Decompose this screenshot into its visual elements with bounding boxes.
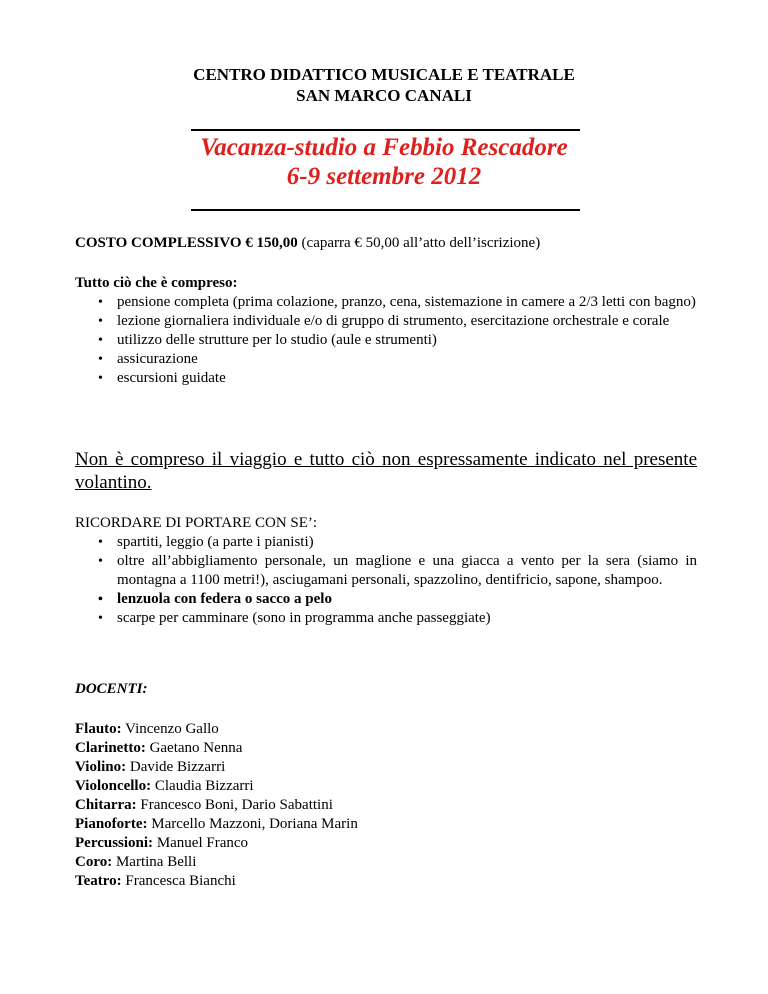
list-item: • lezione giornaliera individuale e/o di gruppo di strumento, esercitazione orchestrale e corale xyxy=(75,312,697,331)
teacher-row xyxy=(75,739,695,758)
reminder-heading: RICORDARE DI PORTARE CON SE’: xyxy=(75,515,318,531)
reminder-list xyxy=(75,533,697,628)
included-list xyxy=(75,293,697,388)
event-title: Vacanza-studio a Febbio Rescadore xyxy=(200,134,568,161)
teacher-row xyxy=(75,853,695,872)
included-heading: Tutto ciò che è compreso: xyxy=(75,275,238,291)
list-item: • lenzuola con federa o sacco a pelo xyxy=(75,590,697,609)
list-item: • utilizzo delle strutture per lo studio (aule e strumenti) xyxy=(75,331,697,350)
teacher-names: Marcello Mazzoni, Doriana Marin xyxy=(147,816,358,832)
teachers-list xyxy=(75,720,695,891)
teacher-names: Gaetano Nenna xyxy=(145,740,243,756)
instrument-label: Coro: xyxy=(75,854,113,870)
teacher-row xyxy=(75,834,695,853)
teacher-names: Manuel Franco xyxy=(153,835,249,851)
instrument-label: Clarinetto: xyxy=(75,740,146,756)
instrument-label: Violoncello: xyxy=(75,778,152,794)
instrument-label: Percussioni: xyxy=(75,835,154,851)
list-item: • assicurazione xyxy=(75,350,697,369)
list-item: • escursioni guidate xyxy=(75,369,697,388)
teacher-row xyxy=(75,796,695,815)
title-rule-bottom xyxy=(191,209,580,211)
teacher-names: Davide Bizzarri xyxy=(126,759,226,775)
instrument-label: Violino: xyxy=(75,759,127,775)
not-included-notice: Non è compreso il viaggio e tutto ciò non espressamente indicato nel presente volantino. xyxy=(75,449,697,493)
teachers-heading: DOCENTI: xyxy=(75,681,148,697)
teacher-names: Francesco Boni, Dario Sabattini xyxy=(136,797,333,813)
instrument-label: Chitarra: xyxy=(75,797,137,813)
teacher-row xyxy=(75,758,695,777)
instrument-label: Teatro: xyxy=(75,873,122,889)
list-item: • scarpe per camminare (sono in programma anche passeggiate) xyxy=(75,609,697,628)
teacher-row xyxy=(75,815,695,834)
list-item: • pensione completa (prima colazione, pranzo, cena, sistemazione in camere a 2/3 letti con bagno) xyxy=(75,293,697,312)
teacher-names: Francesca Bianchi xyxy=(121,873,236,889)
teacher-row xyxy=(75,720,695,739)
teacher-row xyxy=(75,872,695,891)
list-item: • oltre all’abbigliamento personale, un maglione e una giacca a vento per la sera (siamo in montagna a 1100 metri!), asciugamani personali, spazzolino, dentifricio, sapone, shampoo. xyxy=(75,552,697,590)
teacher-names: Claudia Bizzarri xyxy=(151,778,254,794)
teacher-row xyxy=(75,777,695,796)
teacher-names: Martina Belli xyxy=(112,854,197,870)
cost-note: (caparra € 50,00 all’atto dell’iscrizione) xyxy=(297,235,541,251)
instrument-label: Flauto: xyxy=(75,721,122,737)
title-rule-top xyxy=(191,129,580,131)
teacher-names: Vincenzo Gallo xyxy=(121,721,219,737)
organization-name: CENTRO DIDATTICO MUSICALE E TEATRALE xyxy=(193,65,575,84)
instrument-label: Pianoforte: xyxy=(75,816,148,832)
organization-location: SAN MARCO CANALI xyxy=(296,86,472,105)
list-item: • spartiti, leggio (a parte i pianisti) xyxy=(75,533,697,552)
cost-label: COSTO COMPLESSIVO € 150,00 xyxy=(75,235,298,251)
cost-line xyxy=(75,234,695,253)
event-dates: 6-9 settembre 2012 xyxy=(286,163,482,190)
